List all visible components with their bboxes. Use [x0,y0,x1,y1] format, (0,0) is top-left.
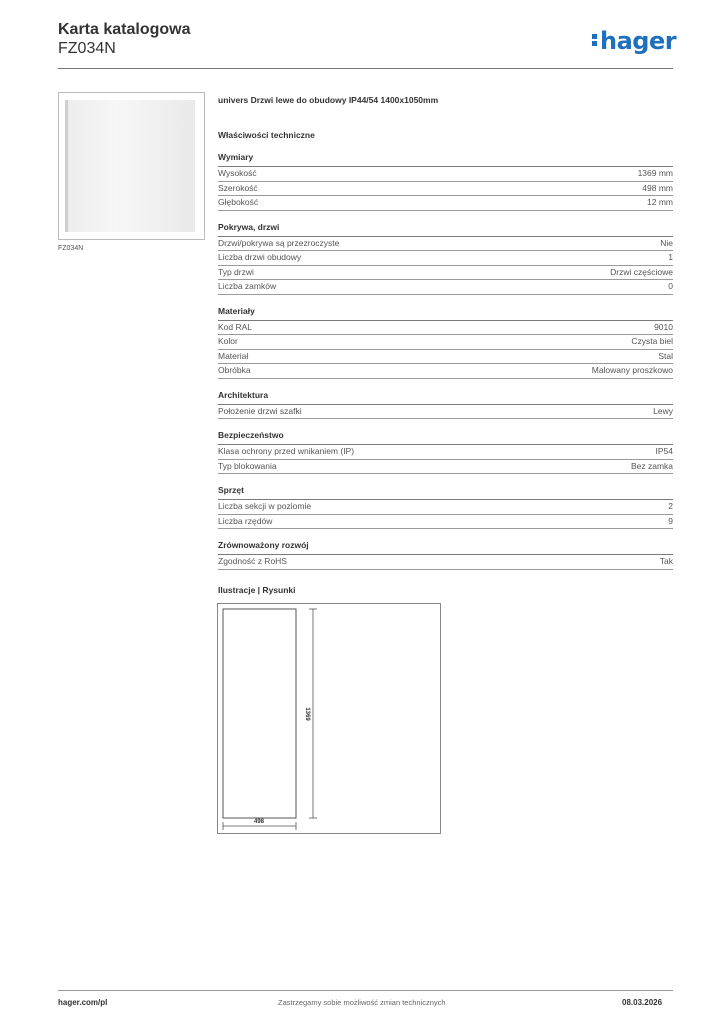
property-row [218,500,673,515]
property-label: Liczba zamków [218,281,277,291]
product-code: FZ034N [58,40,116,57]
property-row [218,364,673,379]
page-title: Karta katalogowa [58,21,191,38]
property-value: Stal [658,350,673,361]
hager-logo [592,27,676,55]
footer-date: 08.03.2026 [622,998,663,1007]
property-label: Materiał [218,350,249,361]
property-row [218,251,673,266]
property-label: Liczba drzwi obudowy [218,252,302,262]
property-value: Drzwi częściowe [610,266,673,277]
property-section [218,390,673,420]
height-dimension-label: 1369 [304,707,310,721]
property-section [218,540,673,570]
door-outline [223,609,296,818]
property-row [218,321,673,336]
property-row [218,445,673,460]
product-image-door [65,100,195,232]
property-value: 1 [668,252,673,262]
property-row [218,266,673,281]
property-value: 0 [668,281,673,291]
section-title: Bezpieczeństwo [218,430,673,445]
property-label: Kod RAL [218,321,253,332]
property-value: 1369 mm [637,168,673,178]
property-label: Drzwi/pokrywa są przezroczyste [218,237,340,248]
property-label: Zgodność z RoHS [218,556,287,566]
property-label: Położenie drzwi szafki [218,405,302,416]
section-title: Sprzęt [218,485,673,500]
property-value: Czysta biel [631,336,673,346]
width-dimension-label: 498 [253,819,265,825]
property-label: Typ drzwi [218,266,254,277]
property-section [218,485,673,529]
property-label: Wysokość [218,168,257,178]
property-section [218,430,673,474]
section-title: Wymiary [218,152,673,167]
property-value: 2 [668,501,673,511]
technical-properties-heading: Właściwości techniczne [218,130,315,140]
property-section [218,152,673,211]
property-label: Typ blokowania [218,460,277,471]
property-row [218,280,673,295]
technical-drawing [217,603,441,834]
property-row [218,460,673,475]
property-label: Głębokość [218,197,259,207]
property-label: Liczba sekcji w poziomie [218,501,312,511]
product-description: univers Drzwi lewe do obudowy IP44/54 1400x1050mm [218,95,439,105]
property-row [218,405,673,420]
illustrations-heading: Ilustracje | Rysunki [218,585,296,595]
section-title: Pokrywa, drzwi [218,222,673,237]
property-label: Obróbka [218,365,251,375]
section-title: Architektura [218,390,673,405]
property-section [218,306,673,379]
property-label: Kolor [218,336,238,346]
property-value: Tak [659,556,673,566]
logo-dots-icon [592,32,598,48]
technical-properties [218,152,673,581]
footer-website-link[interactable]: hager.com/pl [58,998,108,1007]
property-value: IP54 [655,446,673,456]
property-value: 9010 [654,321,673,332]
property-row [218,555,673,570]
footer-divider [58,990,673,991]
property-value: 12 mm [647,197,673,207]
property-row [218,335,673,350]
product-image-caption: FZ034N [58,245,84,252]
property-row [218,196,673,211]
property-value: Malowany proszkowo [591,365,673,375]
property-value: Nie [660,237,673,248]
section-title: Materiały [218,306,673,321]
property-value: Bez zamka [630,460,673,471]
technical-drawing-svg [218,604,440,833]
property-row [218,167,673,182]
property-row [218,182,673,197]
section-title: Zrównoważony rozwój [218,540,673,555]
property-row [218,237,673,252]
logo-text: hager [600,27,677,55]
property-row [218,350,673,365]
property-value: 9 [668,515,673,526]
property-row [218,515,673,530]
property-value: Lewy [653,405,673,416]
property-label: Klasa ochrony przed wnikaniem (IP) [218,446,355,456]
property-label: Liczba rzędów [218,515,273,526]
footer-notice: Zastrzegamy sobie możliwość zmian technicznych [278,998,446,1007]
property-label: Szerokość [218,182,258,193]
property-section [218,222,673,295]
property-value: 498 mm [642,182,673,193]
header-divider [58,68,673,69]
